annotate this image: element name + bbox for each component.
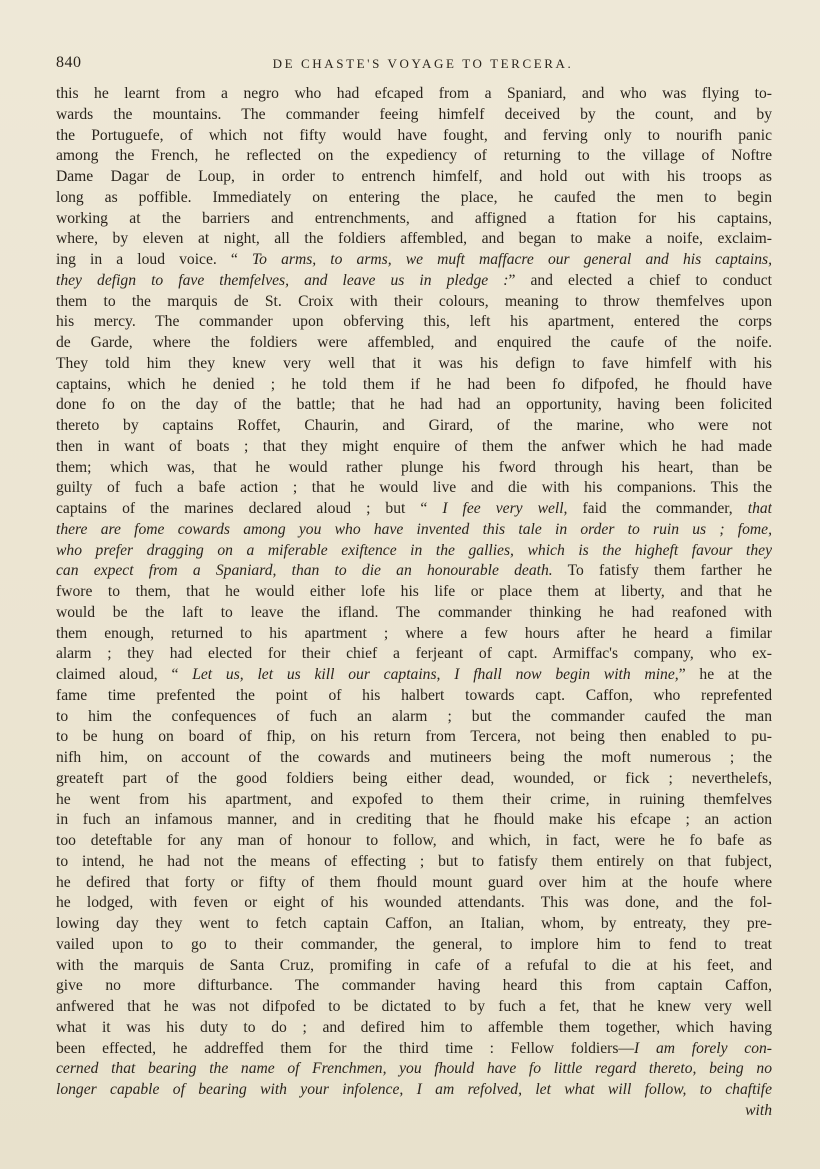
text-run: working at the barriers and entrenchments, and affigned a ftation for his captains, [56,209,772,227]
text-line [56,458,772,479]
text-line [56,1080,772,1101]
text-line [56,478,772,499]
text-run: he lodged, with feven or eight of his wounded attendants. This was done, and the fol- [56,894,772,912]
text-run: claimed aloud, “ [56,666,193,683]
text-run: he went from his apartment, and expofed to them their crime, in ruining themfelves [56,790,772,808]
italic-run: who prefer dragging on a miferable exiftence in the gallies, which is the higheft favour they [56,541,772,559]
text-line [56,624,772,645]
text-line [56,893,772,914]
text-line [56,520,772,541]
text-line [56,499,772,520]
italic-run: To arms, to arms, we muft maffacre our general and his captains, [251,251,772,268]
text-line [56,976,772,997]
page-header [56,50,770,78]
text-line [56,333,772,354]
text-run: the Portuguefe, of which not fifty would have fought, and ferving only to nourifh panic [56,126,772,144]
text-run: wards the mountains. The commander feeing himfelf deceived by the count, and by [56,105,772,123]
text-line [56,769,772,790]
text-run: then in want of boats ; that they might enquire of them the anfwer which he had made [56,437,772,455]
text-run: too deteftable for any man of honour to follow, and which, in fact, were he fo bafe as [56,832,772,849]
text-line [56,873,772,894]
text-run: give no more difturbance. The commander having heard this from captain Caffon, [56,977,772,995]
text-run: his mercy. The commander upon obferving this, left his apartment, entered the corps [56,313,772,331]
text-run: to intend, he had not the means of effecting ; but to fatisfy them entirely on that fubject, [56,852,772,870]
text-line [56,126,772,147]
text-line [56,603,772,624]
text-run: greateft part of the good foldiers being either dead, wounded, or fick ; neverthelefs, [56,769,772,787]
text-line [56,914,772,935]
text-run: to him the confequences of fuch an alarm ; but the commander caufed the man [56,707,772,725]
text-run: anfwered that he was not difpofed to be dictated to by fuch a fet, that he knew very well [56,998,772,1015]
text-line [56,582,772,603]
italic-run: I am forely con- [634,1039,772,1057]
text-line [56,810,772,831]
text-line [56,395,772,416]
text-line [56,935,772,956]
text-run: in fuch an infamous manner, and in crediting that he fhould make his efcape ; an action [56,811,772,829]
text-line [56,644,772,665]
text-run: ing in a loud voice. “ [56,251,252,268]
text-line [56,312,772,333]
text-run: fwore to them, that he would either lofe his life or place them at liberty, and that he [56,583,772,600]
body-text [56,84,772,1122]
italic-run: with [745,1101,772,1119]
text-run: among the French, he reflected on the expediency of returning to the village of Noftre [56,147,772,165]
text-line [56,541,772,562]
text-run: guilty of fuch a bafe action ; that he would live and die with his companions. This the [56,479,772,497]
text-run: Dame Dagar de Loup, in order to entrench himfelf, and hold out with his troops as [56,168,772,185]
text-run: thereto by captains Roffet, Chaurin, and Girard, of the marine, who were not [56,417,772,434]
text-line [56,167,772,188]
italic-run: can expect from a Spaniard, than to die an honourable death. [56,562,553,580]
text-run: them; which was, that he would rather plunge his fword through his heart, than be [56,458,772,476]
italic-run: I fee very well, [442,500,568,517]
text-line [56,1018,772,1039]
text-run: where, by eleven at night, all the foldiers affembled, and began to make a noife, exclaim- [56,230,772,248]
text-line [56,748,772,769]
text-run: to be hung on board of fhip, on his return from Tercera, not being then enabled to pu- [56,728,772,746]
text-run: To fatisfy them farther he [552,562,772,580]
text-line [56,852,772,873]
text-line [56,375,772,396]
text-line [56,707,772,728]
italic-run: that [747,500,772,517]
text-line [56,271,772,292]
text-run: vailed upon to go to their commander, the general, to implore him to fend to treat [56,935,772,953]
text-line [56,105,772,126]
text-run: this he learnt from a negro who had efcaped from a Spaniard, and who was flying to- [56,85,772,102]
text-line [56,250,772,271]
text-line [56,561,772,582]
text-run: lowing day they went to fetch captain Caffon, an Italian, whom, by entreaty, they pre- [56,915,772,932]
text-run: what it was his duty to do ; and defired him to affemble them together, which having [56,1018,772,1036]
text-line [56,997,772,1018]
text-line [56,229,772,250]
text-line [56,727,772,748]
text-line [56,956,772,977]
text-line [56,188,772,209]
text-line [56,84,772,105]
text-run: captains, which he denied ; he told them if he had been fo difpofed, he fhould have [56,375,772,393]
text-line [56,354,772,375]
text-run: with the marquis de Santa Cruz, promifing in cafe of a refufal to die at his feet, and [56,956,772,974]
text-run: alarm ; they had elected for their chief a ferjeant of capt. Armiffac's company, who ex- [56,645,772,663]
text-line [56,146,772,167]
text-run: long as poffible. Immediately on entering the place, he caufed the men to begin [56,188,772,206]
text-run: he defired that forty or fifty of them fhould mount guard over him at the houfe where [56,873,772,891]
page-number: 840 [56,54,82,71]
text-run: ” he at the [678,666,772,683]
text-run: been effected, he addreffed them for the third time : Fellow foldiers— [56,1039,635,1057]
text-line [56,209,772,230]
text-run: They told him they knew very well that it was his defign to fave himfelf with his [56,354,772,372]
italic-run: Let us, let us kill our captains, I fhall now begin with mine, [192,666,679,683]
text-run: de Garde, where the foldiers were affembled, and enquired the caufe of the noife. [56,334,772,351]
italic-run: cerned that bearing the name of Frenchmen, you fhould have fo little regard thereto, being no [56,1060,772,1078]
text-line [56,1059,772,1080]
text-run: would be the laft to leave the ifland. The commander thinking he had reafoned with [56,603,772,621]
text-line [56,416,772,437]
text-line [56,665,772,686]
text-run: captains of the marines declared aloud ; but “ [56,500,443,517]
text-run: faid the commander, [567,500,748,517]
text-run: fame time prefented the point of his halbert towards capt. Caffon, who reprefented [56,686,772,704]
text-run: done fo on the day of the battle; that he had had an opportunity, having been folicited [56,396,772,414]
italic-run: they defign to fave themfelves, and leave us in pledge : [56,271,509,289]
text-line [56,292,772,313]
text-line [56,686,772,707]
italic-run: there are fome cowards among you who have invented this tale in order to ruin us ; fome, [56,520,772,538]
text-run: them to the marquis de St. Croix with their colours, meaning to throw themfelves upon [56,292,772,310]
text-line [56,437,772,458]
text-line [56,790,772,811]
text-line [56,831,772,852]
italic-run: longer capable of bearing with your infolence, I am refolved, let what will follow, to chaftife [56,1081,772,1098]
text-run: them enough, returned to his apartment ; where a few hours after he heard a fimilar [56,624,772,642]
text-line [56,1039,772,1060]
text-run: nifh him, on account of the cowards and mutineers being the moft numerous ; the [56,749,772,766]
running-head: DE CHASTE'S VOYAGE TO TERCERA. [272,56,574,71]
text-line [56,1101,772,1122]
text-run: ” and elected a chief to conduct [508,271,772,289]
